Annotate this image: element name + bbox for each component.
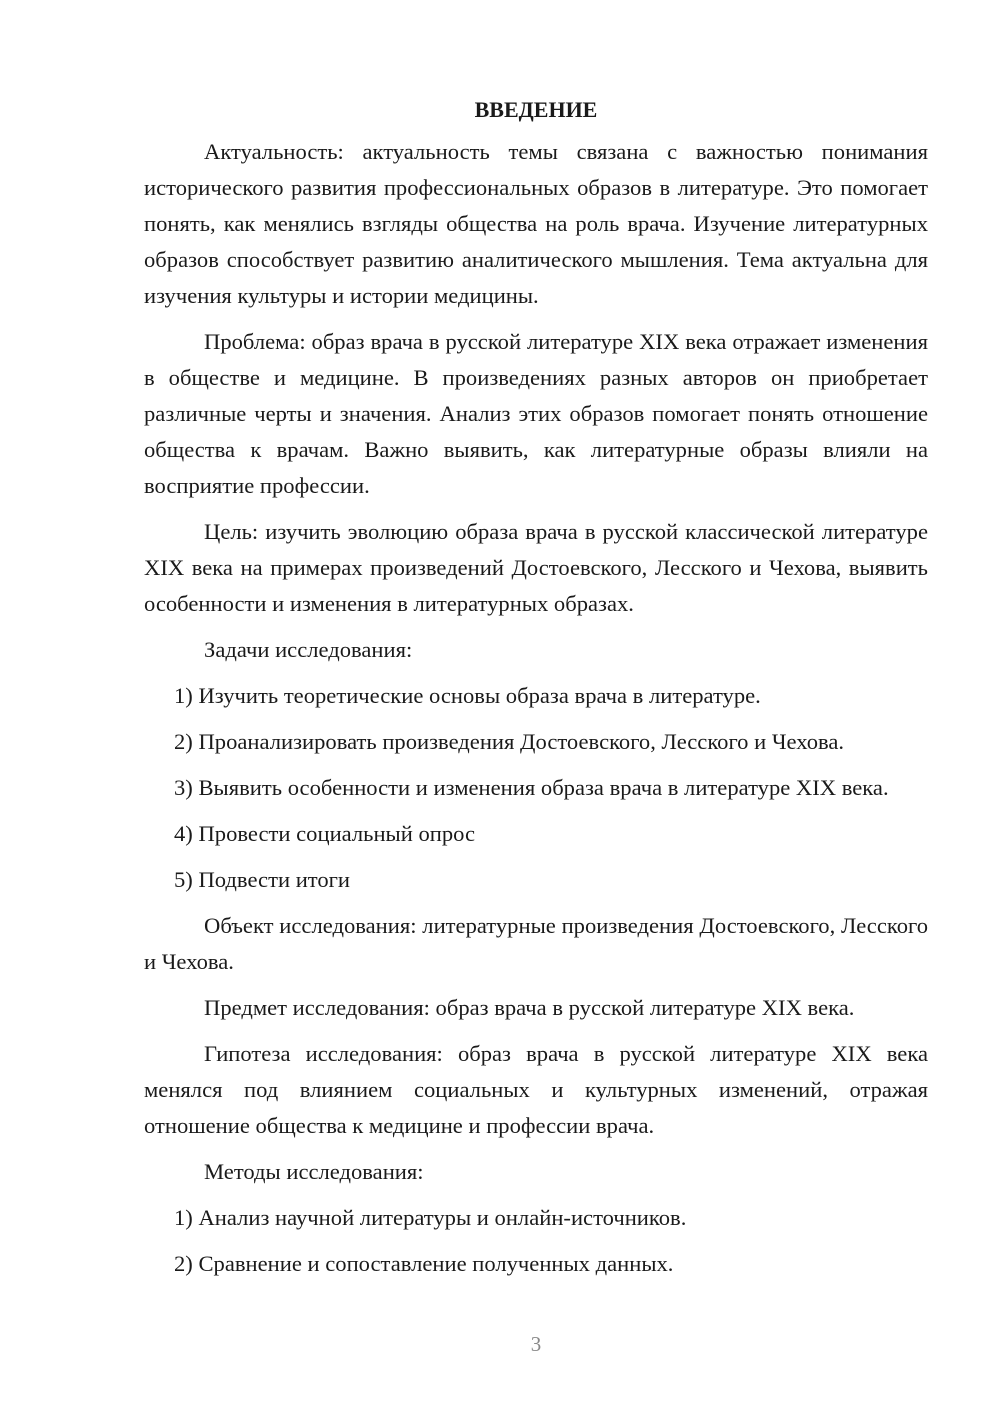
- subject-paragraph: Предмет исследования: образ врача в русской литературе XIX века.: [204, 995, 855, 1020]
- page-content: [144, 92, 928, 1292]
- method-item: 1) Анализ научной литературы и онлайн-источников.: [174, 1205, 687, 1230]
- problem-paragraph: Проблема: образ врача в русской литературе XIX века отражает изменения в обществе и медицине. В произведениях разных авторов он приобретает различные черты и значения. Анализ этих образов помогает понять отношение общества к врачам. Важно выявить, как литературные образы влияли на восприятие профессии.: [144, 329, 928, 498]
- task-item: 2) Проанализировать произведения Достоевского, Лесского и Чехова.: [174, 729, 845, 754]
- task-item: 4) Провести социальный опрос: [174, 821, 476, 846]
- methods-heading: Методы исследования:: [204, 1159, 424, 1184]
- method-item: 2) Сравнение и сопоставление полученных данных.: [174, 1251, 674, 1276]
- object-paragraph: Объект исследования: литературные произведения Достоевского, Лесского и Чехова.: [144, 913, 928, 974]
- section-title: ВВЕДЕНИЕ: [474, 97, 598, 122]
- relevance-paragraph: Актуальность: актуальность темы связана с важностью понимания исторического развития профессиональных образов в литературе. Это помогает понять, как менялись взгляды общества на роль врача. Изучение литературных образов способствует развитию аналитического мышления. Тема актуальна для изучения культуры и истории медицины.: [144, 139, 928, 308]
- task-item: 3) Выявить особенности и изменения образа врача в литературе XIX века.: [174, 775, 889, 800]
- task-item: 5) Подвести итоги: [174, 867, 351, 892]
- page-number: 3: [530, 1332, 542, 1356]
- tasks-heading: Задачи исследования:: [204, 637, 413, 662]
- task-item: 1) Изучить теоретические основы образа врача в литературе.: [174, 683, 761, 708]
- hypothesis-paragraph: Гипотеза исследования: образ врача в русской литературе XIX века менялся под влиянием социальных и культурных изменений, отражая отношение общества к медицине и профессии врача.: [144, 1041, 928, 1138]
- goal-paragraph: Цель: изучить эволюцию образа врача в русской классической литературе XIX века на примерах произведений Достоевского, Лесского и Чехова, выявить особенности и изменения в литературных образах.: [144, 519, 928, 616]
